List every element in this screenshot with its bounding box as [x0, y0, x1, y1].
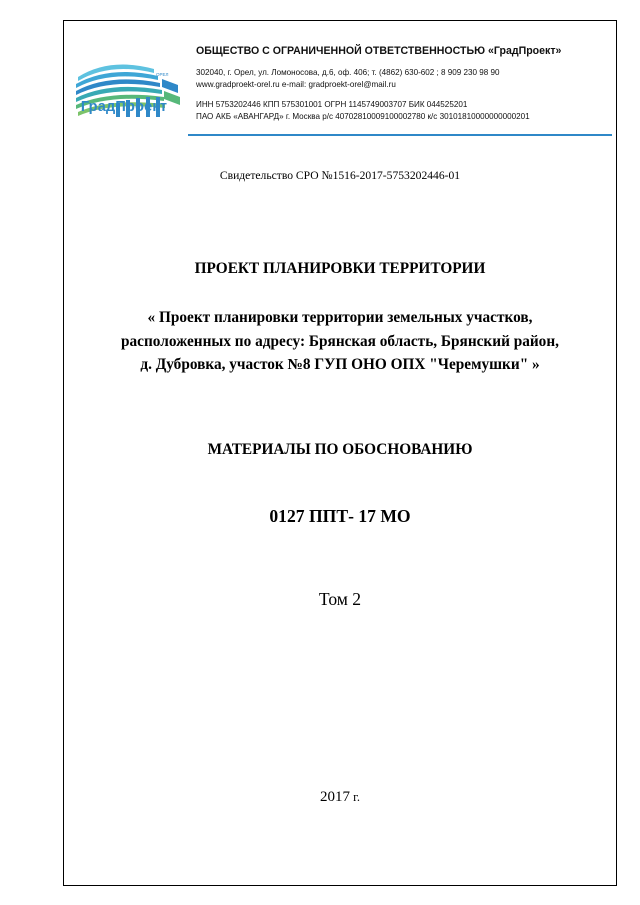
section-title: МАТЕРИАЛЫ ПО ОБОСНОВАНИЮ: [207, 441, 473, 458]
company-logo-icon: [70, 47, 182, 139]
sro-certificate: Свидетельство СРО №1516-2017-5753202446-01: [219, 169, 461, 182]
header-divider: [188, 134, 612, 136]
document-title: ПРОЕКТ ПЛАНИРОВКИ ТЕРРИТОРИИ: [194, 260, 486, 277]
company-address: 302040, г. Орел, ул. Ломоносова, д.6, оф. 406; т. (4862) 630-602 ; 8 909 230 98 90: [196, 68, 500, 77]
project-description: [64, 306, 616, 377]
company-bank: ПАО АКБ «АВАНГАРД» г. Москва р/с 40702810009100002780 к/с 30101810000000000201: [196, 112, 530, 121]
volume-number: Том 2: [318, 589, 362, 609]
description-line: расположенных по адресу: Брянская область, Брянский район,: [121, 332, 559, 350]
company-name: ОБЩЕСТВО С ОГРАНИЧЕННОЙ ОТВЕТСТВЕННОСТЬЮ «ГрадПроект»: [196, 45, 562, 57]
company-web-email: www.gradproekt-orel.ru e-mail: gradproekt-orel@mail.ru: [196, 80, 396, 89]
description-line: « Проект планировки территории земельных участков,: [147, 309, 533, 326]
year-value: 2017: [320, 789, 351, 805]
description-line: д. Дубровка, участок №8 ГУП ОНО ОПХ "Черемушки" »: [140, 356, 540, 373]
logo-text: ГрадПроект: [80, 99, 168, 115]
logo-city-label: ОРЕЛ: [156, 72, 169, 77]
year-suffix: г.: [350, 790, 360, 804]
company-requisites: ИНН 5753202446 КПП 575301001 ОГРН 1145749003707 БИК 044525201: [196, 100, 468, 109]
company-header: [196, 45, 616, 123]
document-code: 0127 ППТ- 17 МО: [269, 506, 411, 526]
document-frame: [63, 20, 617, 886]
document-year: [64, 789, 616, 806]
